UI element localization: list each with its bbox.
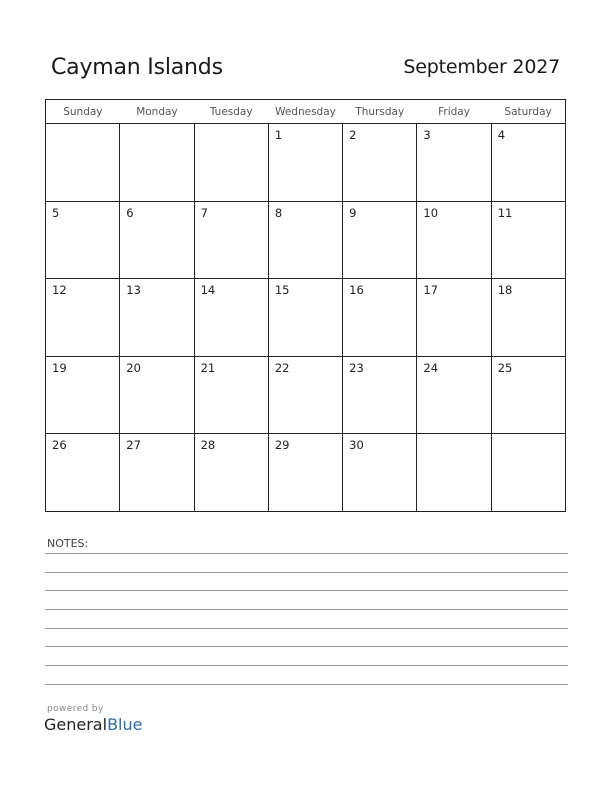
weekday-saturday: Saturday [491, 100, 565, 124]
day-cell: 8 [268, 201, 342, 279]
week-row [46, 201, 566, 279]
weekday-monday: Monday [120, 100, 194, 124]
weekday-friday: Friday [417, 100, 491, 124]
day-cell [194, 124, 268, 202]
day-cell: 16 [343, 279, 417, 357]
day-cell: 26 [46, 434, 120, 512]
day-cell: 3 [417, 124, 491, 202]
day-cell: 18 [491, 279, 565, 357]
day-cell: 2 [343, 124, 417, 202]
brand-name-part1: General [44, 715, 108, 734]
weekday-header-row [46, 100, 566, 124]
day-cell: 29 [268, 434, 342, 512]
day-cell: 28 [194, 434, 268, 512]
day-cell: 17 [417, 279, 491, 357]
day-cell: 19 [46, 356, 120, 434]
day-cell: 23 [343, 356, 417, 434]
weekday-thursday: Thursday [343, 100, 417, 124]
week-row [46, 356, 566, 434]
day-cell [120, 124, 194, 202]
day-cell: 21 [194, 356, 268, 434]
note-line [45, 572, 568, 573]
note-line [45, 684, 568, 685]
note-line [45, 590, 568, 591]
day-cell: 9 [343, 201, 417, 279]
brand-name-part2: Blue [107, 715, 143, 734]
weekday-wednesday: Wednesday [268, 100, 342, 124]
note-line [45, 646, 568, 647]
day-cell: 6 [120, 201, 194, 279]
month-calendar-grid [45, 99, 566, 512]
day-cell: 10 [417, 201, 491, 279]
day-cell: 27 [120, 434, 194, 512]
day-cell: 22 [268, 356, 342, 434]
day-cell: 20 [120, 356, 194, 434]
note-line [45, 609, 568, 610]
day-cell: 15 [268, 279, 342, 357]
week-row [46, 434, 566, 512]
day-cell [491, 434, 565, 512]
day-cell: 1 [268, 124, 342, 202]
note-line [45, 665, 568, 666]
day-cell: 5 [46, 201, 120, 279]
day-cell [417, 434, 491, 512]
day-cell: 13 [120, 279, 194, 357]
weekday-sunday: Sunday [46, 100, 120, 124]
week-row [46, 124, 566, 202]
notes-label: NOTES: [47, 537, 89, 550]
week-row [46, 279, 566, 357]
day-cell: 12 [46, 279, 120, 357]
day-cell: 14 [194, 279, 268, 357]
note-line [45, 553, 568, 554]
generalblue-logo [44, 704, 142, 734]
brand-wordmark [44, 715, 142, 734]
day-cell: 11 [491, 201, 565, 279]
country-title: Cayman Islands [51, 55, 223, 80]
day-cell: 7 [194, 201, 268, 279]
day-cell: 24 [417, 356, 491, 434]
weekday-tuesday: Tuesday [194, 100, 268, 124]
day-cell: 30 [343, 434, 417, 512]
day-cell [46, 124, 120, 202]
powered-by-text: powered by [47, 704, 104, 714]
note-line [45, 628, 568, 629]
month-title: September 2027 [403, 56, 560, 78]
day-cell: 25 [491, 356, 565, 434]
day-cell: 4 [491, 124, 565, 202]
